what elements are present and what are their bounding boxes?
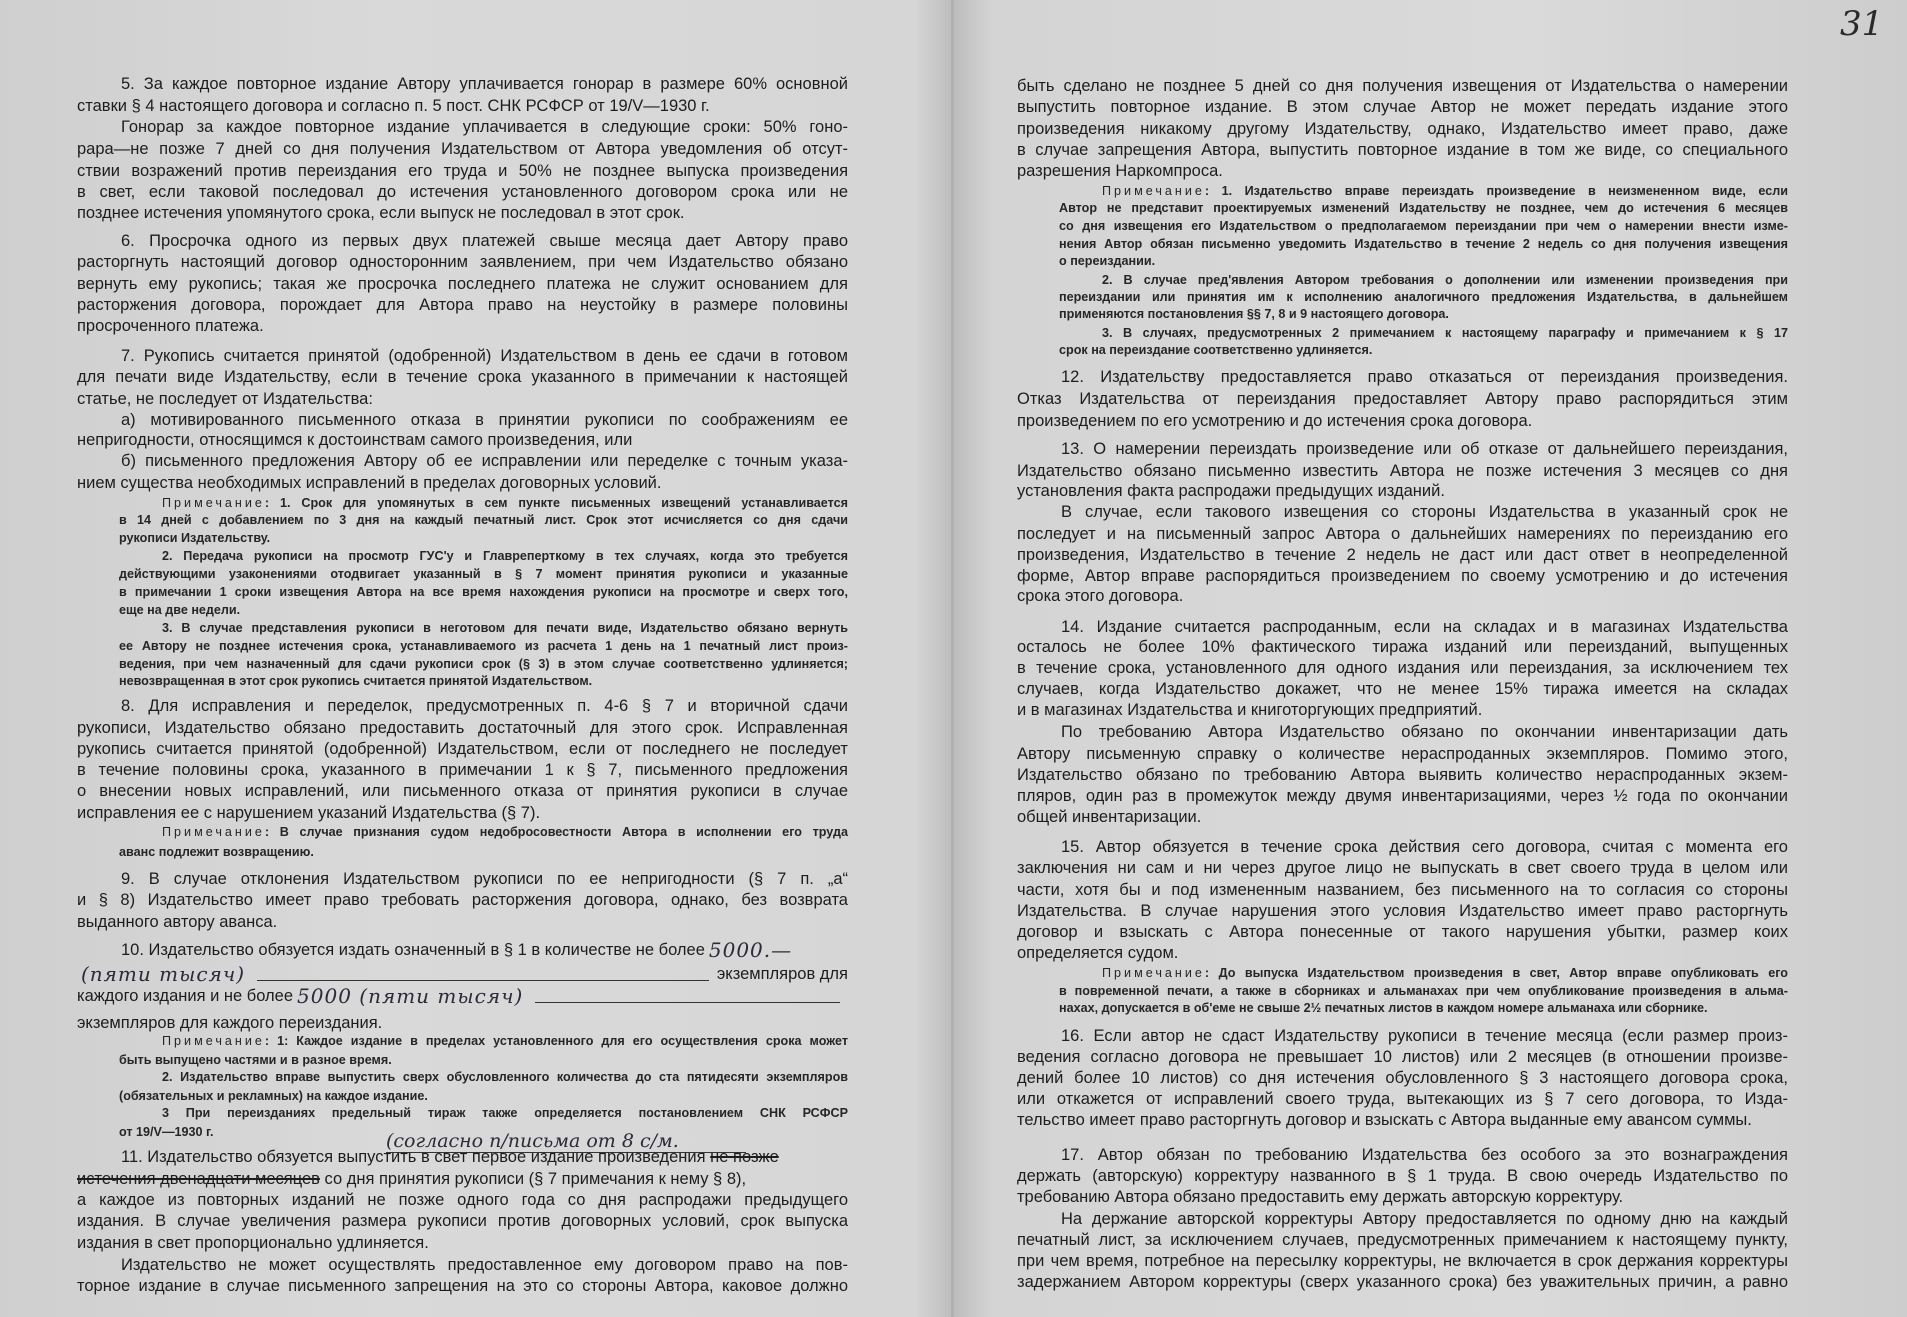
text-line: держать (авторскую) корректуру названного в § 1 труда. В свою очередь Издательство по — [1017, 1167, 1788, 1185]
text-line: рукопись считается принятой (одобренной) Издательством, если от последнего не последует — [77, 740, 848, 758]
note-label: Примечание — [162, 496, 265, 510]
text-line: ставки § 4 настоящего договора и согласно п. 5 пост. СНК РСФСР от 19/V—1930 г. — [77, 97, 710, 115]
text-line: 9. В случае отклонения Издательством рукописи по ее непригодности (§ 7 п. „а“ — [121, 870, 848, 888]
text-line: 3. В случаях, предусмотренных 2 примечанием к настоящему параграфу и примечанием к § 17 — [1102, 326, 1788, 340]
text-line: в течение половины срока, указанного в примечании 1 к § 7, письменного предложения — [77, 761, 848, 779]
text-line: рара—не позже 7 дней со дня получения Издательством от Автора уведомления об отсут- — [77, 140, 848, 158]
note-text: : 1. Срок для упомянутых в сем пункте письменных извещений устанавливается — [264, 496, 848, 510]
handwritten-entry: 5000.— — [708, 938, 793, 962]
text-line: о переиздании. — [1059, 254, 1156, 268]
text-line: требованию Автора обязано предоставить ему держать авторскую корректуру. — [1017, 1188, 1624, 1206]
text-line: издания в свет пропорционально удлиняется. — [77, 1234, 429, 1252]
handwritten-entry: 5000 (пяти тысяч) — [297, 984, 524, 1008]
text-line: 15. Автор обязуется в течение срока действия сего договора, считая с момента его — [1061, 838, 1788, 856]
text-line: Издательства. В случае нарушения этого условия Издательство имеет право расторгнуть — [1017, 902, 1788, 920]
text-line: ее Автору не позднее истечения срока, устанавливаемого из расчета 1 день на 1 печатный лист произ- — [119, 639, 848, 653]
right-page — [955, 0, 1907, 1317]
text-line: издания. В случае увеличения размера рукописи против договорных условий, срок выпуска — [77, 1212, 848, 1230]
text-line: Издательство обязано по требованию Автора выявить количество нераспроданных экзем- — [1017, 766, 1788, 784]
text-line: печатный лист, за исключением случаев, предусмотренных примечанием к настоящему пункту, — [1017, 1231, 1788, 1249]
text-line: выданного автору аванса. — [77, 913, 278, 931]
struck-text: истечения двенадцати месяцев — [77, 1170, 320, 1188]
text-line: дений более 10 листов) со дня истечения обусловленного § 3 настоящего договора срока, — [1017, 1069, 1788, 1087]
text-line: нения Автор обязан письменно уведомить Издательство в течение 2 недель со дня получения извещения — [1059, 237, 1788, 251]
text-line — [77, 986, 848, 1007]
text-line: в случае запрещения Автора, выпустить повторное издание в том же виде, со специального — [1017, 141, 1788, 159]
note-text: : 1. Издательство вправе переиздать произведение в неизмененном виде, если — [1204, 184, 1788, 198]
text-line: в примечании 1 сроки извещения Автора на все время нахождения рукописи на просмотре и сверх того, — [119, 585, 848, 599]
text-line: На держание авторской корректуры Автору предоставляется по одному дню на каждый — [1061, 1210, 1788, 1228]
text-line: невозвращенная в этот срок рукопись считается принятой Издательством. — [119, 674, 593, 688]
fill-in-blank-line — [535, 1002, 840, 1003]
text-line: установления факта распродажи предыдущих изданий. — [1017, 482, 1445, 500]
text-line: в повременной печати, а также в сборниках и альманахах при чем опубликование произведения в альма- — [1059, 984, 1788, 998]
text-line: 8. Для исправления и переделок, предусмотренных п. 4-6 § 7 и вторичной сдачи — [121, 697, 848, 715]
text-line: определяется судом. — [1017, 944, 1179, 962]
text-line: торное издание в случае письменного запрещения на это со стороны Автора, каковое должно — [77, 1277, 848, 1295]
text-line: для печати виде Издательству, если в течение срока указанного в примечании к настоящей — [77, 368, 848, 386]
text-line: в течение срока, установленного для одного издания или переиздания, за исключением тех — [1017, 659, 1788, 677]
text-line: в 14 дней с добавлением по 3 дня на каждый печатный лист. Срок этот исчисляется со дня сдачи — [119, 513, 848, 527]
text-line — [77, 964, 848, 985]
text-line: Отказ Издательства от переиздания предоставляет Автору право распорядиться этим — [1017, 390, 1788, 408]
text-line: нахах, допускается в об'еме не свыше 2½ печатных листов в каждом номере альманаха или сборнике. — [1059, 1001, 1708, 1015]
text-line: б) письменного предложения Автору об ее исправлении или переделке с точным указа- — [121, 452, 848, 470]
text-line: применяются постановления §§ 7, 8 и 9 настоящего договора. — [1059, 307, 1449, 321]
text-line: в свет, если таковой последовал до истечения установленного договором срока или не — [77, 183, 848, 201]
text-line: 16. Если автор не сдаст Издательству рукописи в течение месяца (если размер произ- — [1061, 1027, 1788, 1045]
text-line: 14. Издание считается распроданным, если на складах и в магазинах Издательства — [1061, 618, 1788, 636]
text-line — [1102, 965, 1788, 982]
text-line: В случае, если такового извещения со стороны Издательства в указанный срок не — [1061, 503, 1788, 521]
text-line: срока этого договора. — [1017, 587, 1184, 605]
handwritten-annotation: (согласно п/письма от 8 с/м. — [386, 1130, 746, 1153]
text-line: исправления ее с нарушением указаний Издательства (§ 7). — [77, 804, 541, 822]
text-line: 6. Просрочка одного из первых двух платежей свыше месяца дает Автору право — [121, 232, 848, 250]
text-line: 5. За каждое повторное издание Автору уплачивается гонорар в размере 60% основной — [121, 75, 848, 93]
text-line: быть сделано не позднее 5 дней со дня получения извещения от Издательства о намерении — [1017, 77, 1788, 95]
text-line: Издательство обязано письменно известить Автора не позже истечения 3 месяцев со дня — [1017, 462, 1788, 480]
text-line: нием существа необходимых исправлений в пределах договорных условий. — [77, 474, 662, 492]
text-line: срок на переиздание соответственно удлиняется. — [1059, 343, 1373, 357]
text-segment: 11. Издательство обязуется выпустить в свет первое издание произведения — [121, 1148, 711, 1166]
text-line: 3. В случае представления рукописи в неготовом для печати виде, Издательство обязано вернуть — [162, 621, 848, 635]
text-line: вернуть ему рукопись; такая же просрочка последнего платежа не служит основанием для — [77, 275, 848, 293]
text-line: ведения согласно договора не превышает 10 листов) или 2 месяцев (в отношении произве- — [1017, 1048, 1788, 1066]
text-line: Автору письменную справку о количестве нераспроданных экземпляров. Помимо этого, — [1017, 745, 1788, 763]
text-line: По требованию Автора Издательство обязано по окончании инвентаризации дать — [1061, 723, 1788, 741]
text-line: произведением по его усмотрению и до истечения срока договора. — [1017, 412, 1533, 430]
text-line: 2. Передача рукописи на просмотр ГУС'у и Главреперткому в тех случаях, когда это требуется — [162, 549, 848, 563]
text-line: (обязательных и рекламных) на каждое издание. — [119, 1089, 428, 1103]
text-line: непригодности, относящимся к достоинствам самого произведения, или — [77, 431, 633, 449]
left-page — [0, 0, 952, 1317]
text-line — [121, 940, 848, 961]
text-line: последует и на письменный запрос Автора о дальнейших намерениях по переизданию его — [1017, 525, 1788, 543]
text-segment: 10. Издательство обязуется издать означенный в § 1 в количестве не более — [121, 941, 705, 959]
text-line: тельство имеет право расторгнуть договор и взыскать с Автора выданные ему авансом суммы. — [1017, 1111, 1752, 1129]
text-line: и § 8) Издательство имеет право требовать расторжения договора, однако, без возврата — [77, 891, 848, 909]
text-segment: со дня принятия рукописи (§ 7 примечания к нему § 8), — [319, 1170, 747, 1188]
text-line: общей инвентаризации. — [1017, 808, 1202, 826]
note-text: : В случае признания судом недобросовестности Автора в исполнении его труда — [264, 825, 848, 839]
text-line: осталось не более 10% фактического тиража изданий или переизданий, выпущенных — [1017, 638, 1788, 656]
handwritten-page-number: 31 — [1840, 4, 1884, 44]
text-line: расторжения договора, порождает для Автора право на неустойку в размере половины — [77, 296, 848, 314]
text-line: пляров, один раз в промежуток между двумя инвентаризациями, через ½ года по окончании — [1017, 787, 1788, 805]
struck-text: не позже — [710, 1148, 779, 1166]
text-line: разрешения Наркомпроса. — [1017, 162, 1223, 180]
text-line: еще на две недели. — [119, 603, 241, 617]
text-segment: экземпляров для — [716, 965, 848, 983]
text-line: просроченного платежа. — [77, 317, 264, 335]
text-line: случаев, когда Издательство докажет, что не менее 15% тиража имеется на складах — [1017, 680, 1788, 698]
text-line: 12. Издательству предоставляется право отказаться от переиздания произведения. — [1061, 368, 1788, 386]
note-label: Примечание — [1102, 966, 1205, 980]
text-line: о внесении новых исправлений, или письменного отказа от принятия рукописи в случае — [77, 782, 848, 800]
text-line: при чем время, потребное на пересылку корректуры, не включается в срок держания корректуры — [1017, 1252, 1788, 1270]
text-line — [162, 495, 848, 512]
text-line: произведения никакому другому Издательству, однако, Издательство имеет право, даже — [1017, 120, 1788, 138]
text-line: договор и взыскать с Автора понесенные от такого нарушения убытки, размер коих — [1017, 923, 1788, 941]
text-line: 13. О намерении переиздать произведение или об отказе от дальнейшего переиздания, — [1061, 440, 1788, 458]
note-label: Примечание — [162, 1034, 265, 1048]
text-line — [162, 1033, 848, 1050]
handwritten-entry: (пяти тысяч) — [81, 962, 246, 986]
text-line: расторгнуть настоящий договор односторонним заявлением, при чем Издательство обязано — [77, 253, 848, 271]
note-label: Примечание — [162, 825, 265, 839]
text-line: а каждое из повторных изданий не позже одного года со дня распродажи предыдущего — [77, 1191, 848, 1209]
text-line: заключения ни сам и ни через другое лицо не выпускать в свет своего труда в целом или — [1017, 859, 1788, 877]
text-line: действующими узаконениями отодвигает указанный в § 7 момент принятия рукописи и указанные — [119, 567, 848, 581]
note-label: Примечание — [1102, 184, 1205, 198]
note-text: : 1: Каждое издание в пределах установленного для его осуществления срока может — [264, 1034, 848, 1048]
text-line: части, хотя бы и под измененным названием, без письменного на то согласия со стороны — [1017, 881, 1788, 899]
text-line: форме, Автор вправе распорядиться произведением по своему усмотрению и до истечения — [1017, 567, 1788, 585]
text-line — [162, 824, 848, 841]
text-line: выпустить повторное издание. В этом случае Автор не может передать издание этого — [1017, 98, 1788, 116]
text-line: 3 При переизданиях предельный тираж также определяется постановлением СНК РСФСР — [162, 1106, 848, 1120]
text-line: переиздании или принятия им к исполнению аналогичного предложения Издательства, в дальнейшем — [1059, 290, 1788, 304]
text-line: позднее истечения упомянутого срока, если выпуск не последовал в этот срок. — [77, 204, 685, 222]
text-line: 17. Автор обязан по требованию Издательства без особого за это вознаграждения — [1061, 1146, 1788, 1164]
text-line: и в магазинах Издательства и книготоргующих предприятий. — [1017, 701, 1483, 719]
text-line: 2. Издательство вправе выпустить сверх обусловленного количества до ста пятидесяти экземпляров — [162, 1070, 848, 1084]
text-line: статье, не последует от Издательства: — [77, 390, 373, 408]
text-line: ствии возражений против переиздания его труда и 50% не позднее выпуска произведения — [77, 162, 848, 180]
text-line: Издательство не может осуществлять предоставленное ему договором право на пов- — [121, 1256, 848, 1274]
text-line: от 19/V—1930 г. — [119, 1125, 214, 1139]
text-line: 2. В случае пред'явления Автором требования о дополнении или изменении произведения при — [1102, 273, 1788, 287]
text-segment: каждого издания и не более — [77, 987, 294, 1005]
text-line: ведения, при чем назначенный для сдачи рукописи срок (§ 3) в этом случае соответственно удлиняется; — [119, 657, 848, 671]
note-text: : До выпуска Издательством произведения в свет, Автор вправе опубликовать его — [1204, 966, 1788, 980]
text-line — [1102, 183, 1788, 200]
text-line: 7. Рукопись считается принятой (одобренной) Издательством в день ее сдачи в готовом — [121, 347, 848, 365]
text-line — [77, 1169, 848, 1190]
text-line: или откажется от исправлений своего труда, вытекающих из § 7 сего договора, то Изда- — [1017, 1090, 1788, 1108]
text-line: Гонорар за каждое повторное издание уплачивается в следующие сроки: 50% гоно- — [121, 118, 848, 136]
fill-in-blank-line — [257, 980, 709, 981]
text-line: аванс подлежит возвращению. — [119, 845, 314, 859]
text-line: экземпляров для каждого переиздания. — [77, 1014, 383, 1032]
text-line: произведения, Издательство в течение 2 недель не даст или даст ответ в неопределенной — [1017, 546, 1788, 564]
text-line: задержанием Автором корректуры (сверх указанного срока) без уважительных причин, а равно — [1017, 1273, 1788, 1291]
text-line: быть выпущено частями и в разное время. — [119, 1053, 392, 1067]
text-line: а) мотивированного письменного отказа в принятии рукописи по соображениям ее — [121, 411, 848, 429]
text-line: Автор не представит проектируемых изменений Издательству не позднее, чем до истечения 6 месяцев — [1059, 201, 1788, 215]
text-line: рукописи, Издательство обязано предоставить достаточный для этого срок. Исправленная — [77, 719, 848, 737]
text-line: рукописи Издательству. — [119, 531, 271, 545]
text-line: со дня извещения его Издательством о предполагаемом переиздании при чем о намерении внести изме- — [1059, 219, 1788, 233]
